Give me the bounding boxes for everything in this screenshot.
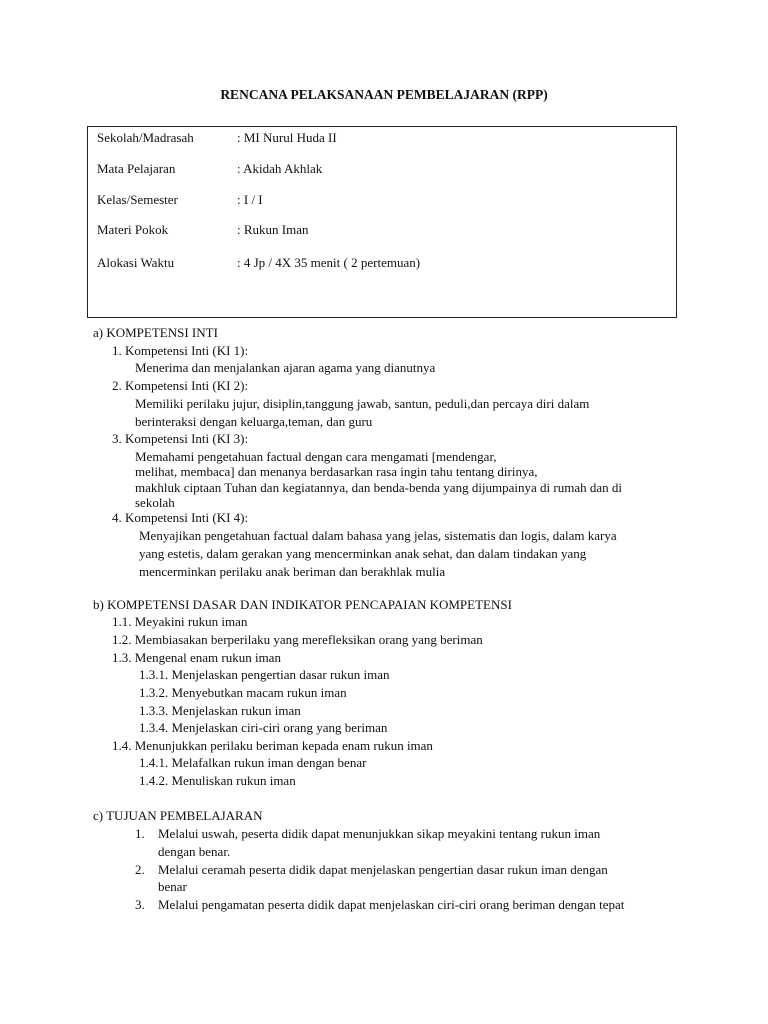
goal-3-number: 3. (135, 897, 145, 912)
info-label-school: Sekolah/Madrasah (97, 130, 194, 145)
indicator-1-3-1: 1.3.1. Menjelaskan pengertian dasar rukun iman (139, 667, 390, 682)
indicator-1-3-4: 1.3.4. Menjelaskan ciri-ciri orang yang beriman (139, 720, 388, 735)
goal-2-number: 2. (135, 862, 145, 877)
info-label-subject: Mata Pelajaran (97, 161, 176, 176)
section-b-heading: b) KOMPETENSI DASAR DAN INDIKATOR PENCAPAIAN KOMPETENSI (93, 597, 512, 612)
ki-3-text-line-4: sekolah (135, 495, 175, 510)
section-c-heading: c) TUJUAN PEMBELAJARAN (93, 808, 263, 823)
info-value-subject: : Akidah Akhlak (237, 161, 323, 176)
goal-1-number: 1. (135, 826, 145, 841)
section-a-heading: a) KOMPETENSI INTI (93, 325, 218, 340)
ki-4-heading: 4. Kompetensi Inti (KI 4): (112, 510, 249, 525)
ki-1-heading: 1. Kompetensi Inti (KI 1): (112, 343, 249, 358)
ki-1-text: Menerima dan menjalankan ajaran agama yang dianutnya (135, 360, 436, 375)
info-label-topic: Materi Pokok (97, 222, 169, 237)
ki-4-text-line-1: Menyajikan pengetahuan factual dalam bahasa yang jelas, sistematis dan logis, dalam karya (139, 528, 617, 543)
indicator-1-4-2: 1.4.2. Menuliskan rukun iman (139, 773, 296, 788)
info-value-topic: : Rukun Iman (237, 222, 309, 237)
ki-2-text-line-1: Memiliki perilaku jujur, disiplin,tanggung jawab, santun, peduli,dan percaya diri dalam (135, 396, 590, 411)
kd-1-2: 1.2. Membiasakan berperilaku yang merefleksikan orang yang beriman (112, 632, 483, 647)
identity-box (87, 126, 677, 318)
ki-2-heading: 2. Kompetensi Inti (KI 2): (112, 378, 249, 393)
indicator-1-3-3: 1.3.3. Menjelaskan rukun iman (139, 703, 301, 718)
ki-3-text-line-2: melihat, membaca] dan menanya berdasarkan rasa ingin tahu tentang dirinya, (135, 464, 538, 479)
goal-1-line-1: Melalui uswah, peserta didik dapat menunjukkan sikap meyakini tentang rukun iman (158, 826, 601, 841)
goal-1-line-2: dengan benar. (158, 844, 231, 859)
ki-4-text-line-3: mencerminkan perilaku anak beriman dan berakhlak mulia (139, 564, 446, 579)
goal-3-line-1: Melalui pengamatan peserta didik dapat menjelaskan ciri-ciri orang beriman dengan tepat (158, 897, 625, 912)
info-value-time: : 4 Jp / 4X 35 menit ( 2 pertemuan) (237, 255, 421, 270)
ki-3-text-line-3: makhluk ciptaan Tuhan dan kegiatannya, dan benda-benda yang dijumpainya di rumah dan di (135, 480, 623, 495)
indicator-1-3-2: 1.3.2. Menyebutkan macam rukun iman (139, 685, 347, 700)
ki-3-heading: 3. Kompetensi Inti (KI 3): (112, 431, 249, 446)
info-value-school: : MI Nurul Huda II (237, 130, 337, 145)
info-label-time: Alokasi Waktu (97, 255, 175, 270)
document-title: RENCANA PELAKSANAAN PEMBELAJARAN (RPP) (220, 87, 548, 102)
ki-3-text-line-1: Memahami pengetahuan factual dengan cara mengamati [mendengar, (135, 449, 497, 464)
goal-2-line-1: Melalui ceramah peserta didik dapat menjelaskan pengertian dasar rukun iman dengan (158, 862, 608, 877)
ki-2-text-line-2: berinteraksi dengan keluarga,teman, dan guru (135, 414, 373, 429)
info-value-class: : I / I (237, 192, 263, 207)
kd-1-4: 1.4. Menunjukkan perilaku beriman kepada enam rukun iman (112, 738, 433, 753)
kd-1-1: 1.1. Meyakini rukun iman (112, 614, 248, 629)
info-label-class: Kelas/Semester (97, 192, 178, 207)
kd-1-3: 1.3. Mengenal enam rukun iman (112, 650, 281, 665)
goal-2-line-2: benar (158, 879, 187, 894)
indicator-1-4-1: 1.4.1. Melafalkan rukun iman dengan benar (139, 755, 367, 770)
ki-4-text-line-2: yang estetis, dalam gerakan yang mencerminkan anak sehat, dan dalam tindakan yang (139, 546, 587, 561)
